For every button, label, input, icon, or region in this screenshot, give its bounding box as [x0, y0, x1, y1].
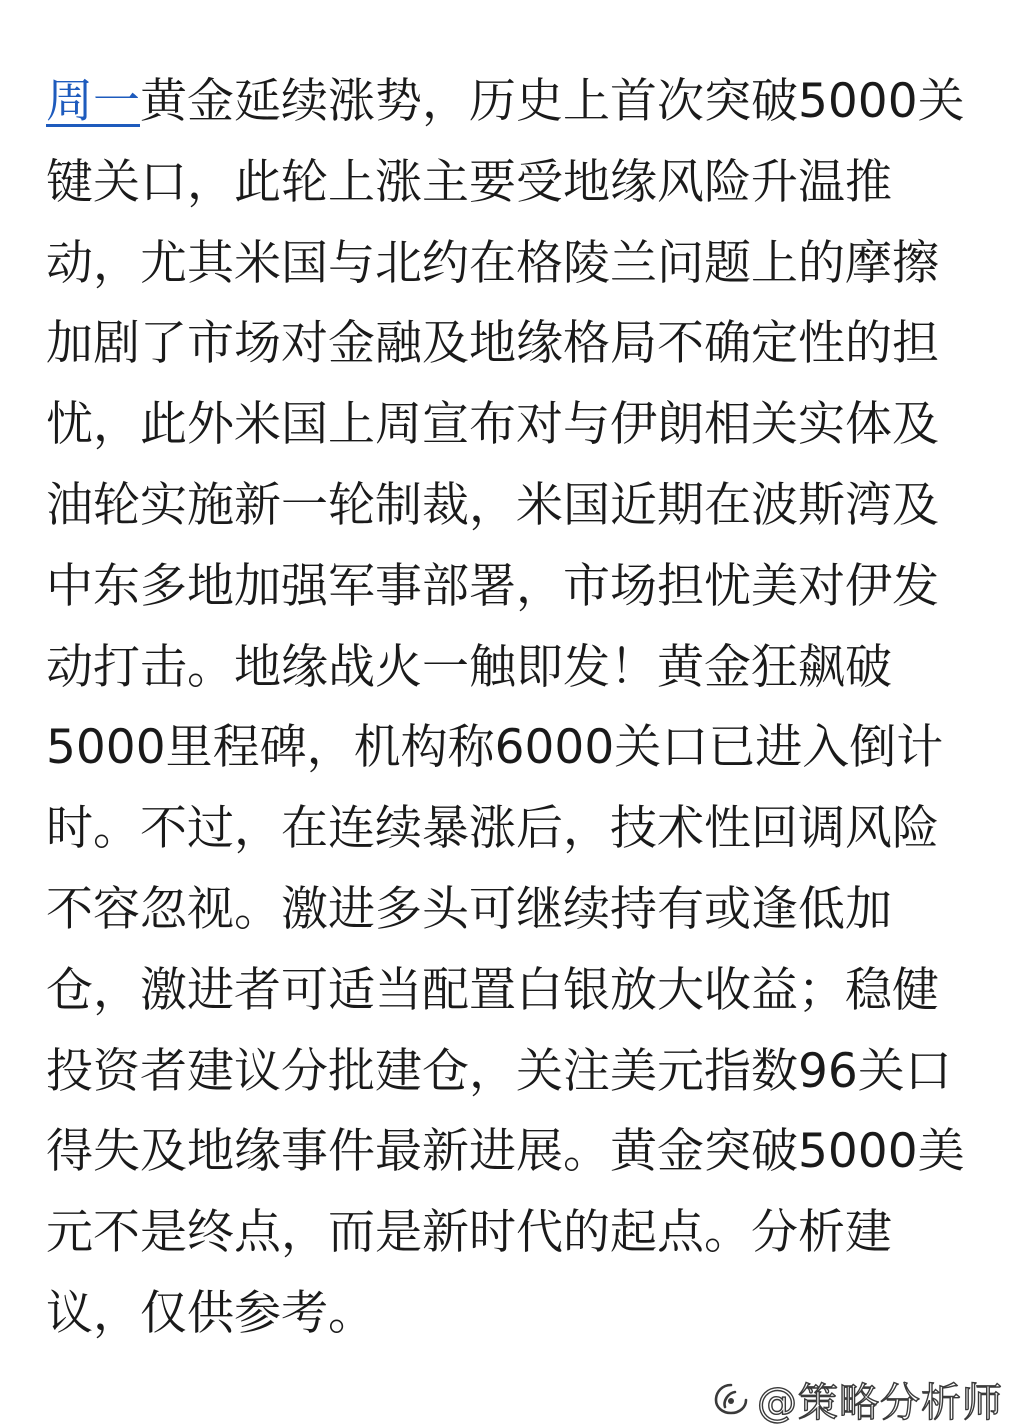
article-line-5: 忧，此外米国上周宣布对与伊朗相关实体及: [46, 397, 939, 453]
watermark: [711, 1374, 1003, 1424]
article-line-15: 元不是终点，而是新时代的起点。分析建: [46, 1205, 892, 1261]
article-body: [46, 62, 976, 1355]
article-line-6: 油轮实施新一轮制裁，米国近期在波斯湾及: [46, 477, 939, 533]
article-line-8: 动打击。地缘战火一触即发！黄金狂飙破: [46, 639, 892, 695]
article-line-10: 时。不过，在连续暴涨后，技术性回调风险: [46, 801, 939, 857]
article-line-1: [46, 62, 976, 143]
article-line-12: 仓，激进者可适当配置白银放大收益；稳健: [46, 962, 939, 1018]
weibo-logo-icon: [711, 1379, 751, 1419]
article-line-14: 得失及地缘事件最新进展。黄金突破5000美: [46, 1124, 965, 1180]
article-line-2: 键关口，此轮上涨主要受地缘风险升温推: [46, 154, 892, 210]
article-line-text: 黄金延续涨势，历史上首次突破5000关: [140, 74, 965, 129]
article-line-3: 动，尤其米国与北约在格陵兰问题上的摩擦: [46, 235, 939, 291]
article-line-11: 不容忽视。激进多头可继续持有或逢低加: [46, 881, 892, 937]
article-line-16: 议，仅供参考。: [46, 1285, 375, 1341]
watermark-text: @策略分析师: [757, 1379, 1003, 1426]
date-link[interactable]: 周一: [46, 74, 140, 129]
article-line-9: 5000里程碑，机构称6000关口已进入倒计: [46, 720, 944, 776]
article-line-13: 投资者建议分批建仓，关注美元指数96关口: [46, 1043, 952, 1099]
article-line-7: 中东多地加强军事部署，市场担忧美对伊发: [46, 558, 939, 614]
article-line-4: 加剧了市场对金融及地缘格局不确定性的担: [46, 316, 939, 372]
